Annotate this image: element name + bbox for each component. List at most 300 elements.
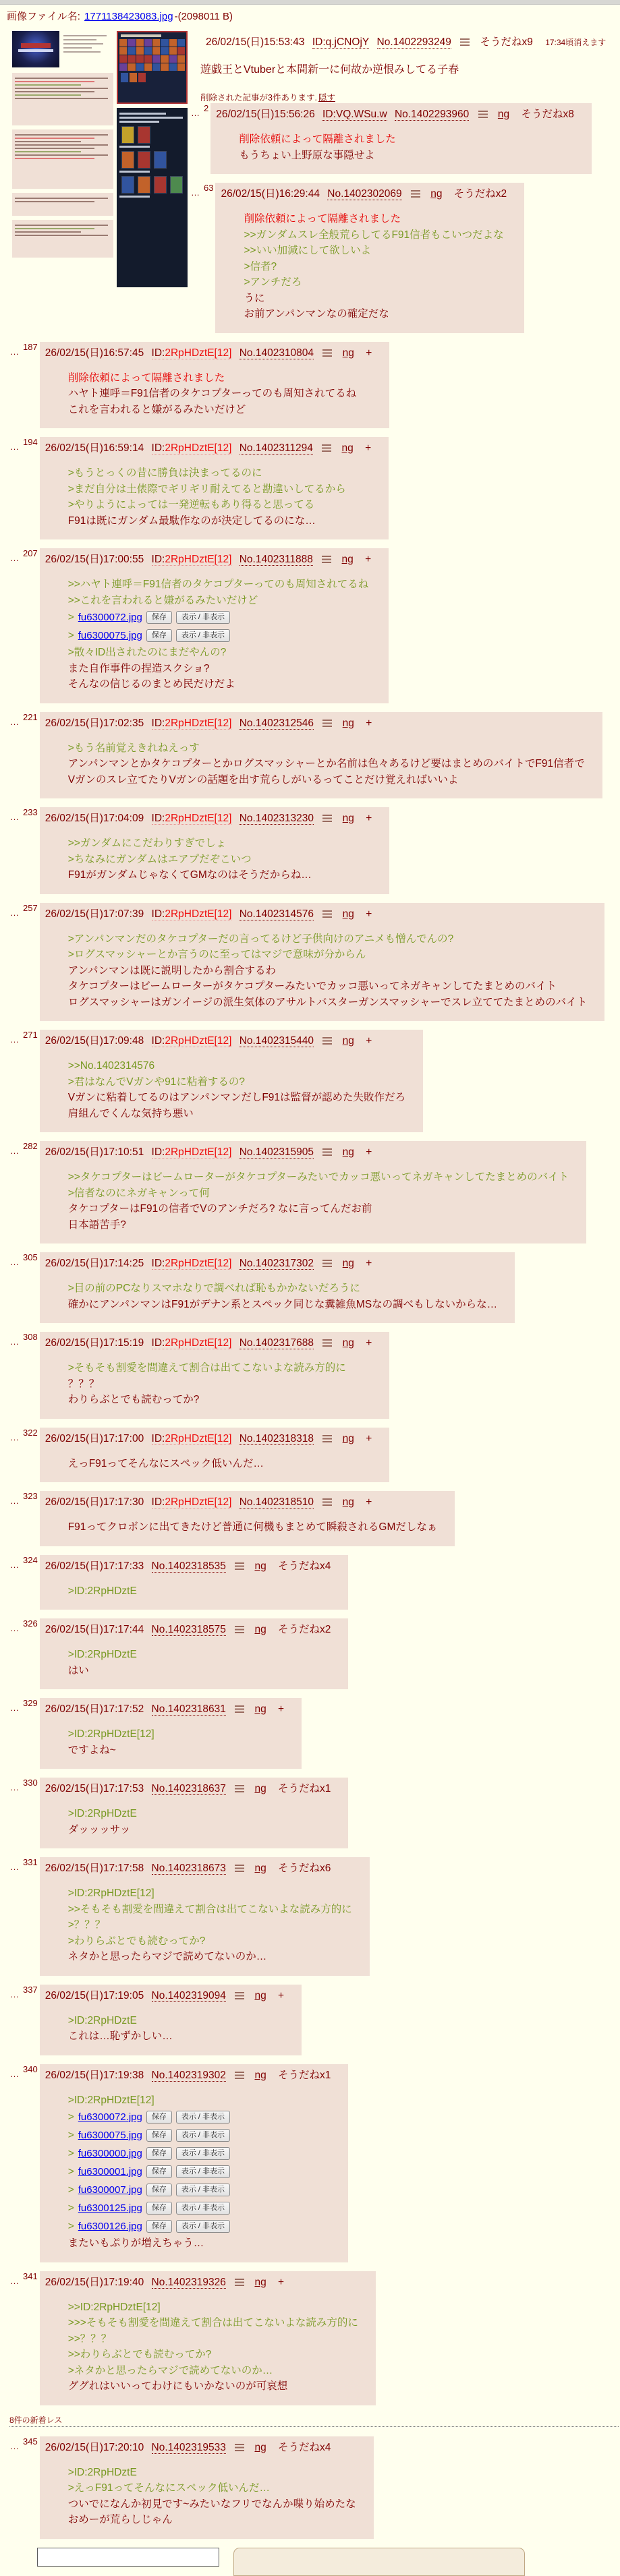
sodane-button[interactable]: + bbox=[366, 347, 372, 359]
reply-number[interactable]: No.1402318673 bbox=[151, 1863, 226, 1874]
reply-body bbox=[68, 1281, 497, 1312]
post-menu-icon[interactable] bbox=[322, 556, 331, 563]
reply-date: 26/02/15(日)16:57:45 bbox=[45, 347, 144, 359]
file-attachment-row bbox=[68, 626, 371, 645]
post-menu-icon[interactable] bbox=[235, 1865, 244, 1872]
reply-id[interactable]: ID:2RpHDztE[12] bbox=[151, 1258, 232, 1269]
reply-id[interactable]: ID:2RpHDztE[12] bbox=[151, 347, 232, 359]
op-text: 遊戯王とVtuberと本間新一に何故か逆恨みしてる子春 bbox=[200, 64, 459, 76]
hide-deleted-link[interactable]: 隠す bbox=[318, 93, 335, 103]
file-size: -(2098011 B) bbox=[174, 11, 233, 22]
reply-index: 308 bbox=[23, 1332, 38, 1342]
reply-date: 26/02/15(日)17:19:38 bbox=[45, 2069, 144, 2081]
post-menu-icon[interactable] bbox=[411, 190, 420, 198]
text-line: F91がガンダムじゃなくてGMなのはそうだからね… bbox=[67, 869, 312, 881]
reply-body bbox=[68, 1647, 331, 1678]
post-menu-icon[interactable] bbox=[235, 2279, 244, 2286]
show-hide-button[interactable]: 表示 / 非表示 bbox=[176, 2202, 230, 2215]
quote-line: >もうとっくの昔に勝負は決まってるのに bbox=[67, 467, 262, 479]
reply-date: 26/02/15(日)16:29:44 bbox=[221, 188, 320, 200]
reply-date: 26/02/15(日)17:15:19 bbox=[45, 1337, 144, 1349]
reply-id[interactable]: ID:2RpHDztE[12] bbox=[151, 442, 232, 454]
post-menu-icon[interactable] bbox=[235, 1626, 244, 1633]
sodane-button[interactable]: + bbox=[366, 908, 372, 920]
collapse-toggle[interactable]: … bbox=[10, 1337, 20, 1347]
reply-number[interactable]: No.1402319302 bbox=[151, 2069, 226, 2081]
collapse-toggle[interactable]: … bbox=[191, 108, 200, 118]
reply-body bbox=[68, 2300, 358, 2395]
ng-link[interactable]: ng bbox=[254, 1989, 266, 2001]
reply-index: 63 bbox=[204, 183, 214, 193]
save-button[interactable]: 保存 bbox=[146, 2147, 172, 2160]
post-menu-icon[interactable] bbox=[235, 1992, 244, 1999]
reply-date: 26/02/15(日)17:19:05 bbox=[45, 1989, 144, 2001]
collapse-toggle[interactable]: … bbox=[10, 1146, 20, 1156]
post-menu-icon[interactable] bbox=[322, 720, 332, 727]
reply-index: 282 bbox=[23, 1141, 38, 1151]
collapse-toggle[interactable]: … bbox=[10, 553, 20, 563]
reply-body bbox=[68, 836, 372, 883]
reply-date: 26/02/15(日)17:10:51 bbox=[45, 1146, 144, 1158]
text-line: F91ってクロボンに出てきたけど普通に何機もまとめて瞬殺されるGMだしなぁ bbox=[67, 1521, 438, 1533]
op-date: 26/02/15(日)15:53:43 bbox=[206, 36, 305, 48]
post-menu-icon[interactable] bbox=[235, 2072, 244, 2079]
quote-line: >>ガンダムスレ全般荒らしてるF91信者もこいつだよな bbox=[244, 229, 504, 241]
reply-bubble bbox=[40, 1332, 390, 1419]
reply-bubble bbox=[40, 1252, 515, 1323]
post-menu-icon[interactable] bbox=[322, 815, 332, 822]
collapse-toggle[interactable]: … bbox=[10, 1989, 20, 1999]
text-line: アンパンマンとかタケコプターとかログスマッシャーとか名前は色々あるけど要はまとめのバイトでF91信者で bbox=[67, 758, 585, 769]
sodane-button[interactable]: そうだねx4 bbox=[278, 2441, 331, 2453]
reply-post bbox=[10, 2436, 620, 2539]
post-menu-icon[interactable] bbox=[322, 444, 331, 452]
reply-bubble bbox=[40, 2436, 374, 2539]
text-line: ログスマッシャーはガンイージの派生気体のアサルトバスターガンスマッシャーでスレ立ててたまとめのバイト bbox=[67, 996, 588, 1008]
op-sodane-button[interactable]: そうだねx9 bbox=[480, 36, 533, 48]
reply-number[interactable]: No.1402313230 bbox=[239, 813, 314, 824]
reply-bubble bbox=[40, 342, 390, 429]
collapse-toggle[interactable]: … bbox=[10, 1703, 20, 1713]
show-hide-button[interactable]: 表示 / 非表示 bbox=[176, 2184, 230, 2196]
quote-line: >>>そもそも割愛を間違えて割合は出てこないよな読み方的に bbox=[67, 2317, 358, 2329]
reply-header bbox=[45, 1432, 372, 1446]
text-line: 肩組んでくんな気持ち悪い bbox=[67, 1107, 194, 1119]
reply-post bbox=[10, 1618, 620, 1689]
save-button[interactable]: 保存 bbox=[146, 2202, 172, 2215]
post-menu-icon[interactable] bbox=[460, 38, 470, 46]
reply-id[interactable]: ID:VQ.WSu.w bbox=[322, 109, 387, 120]
file-link[interactable]: fu6300072.jpg bbox=[78, 611, 142, 623]
card-album-panel bbox=[117, 31, 188, 104]
reply-id[interactable]: ID:2RpHDztE[12] bbox=[151, 813, 232, 824]
reply-id[interactable]: ID:2RpHDztE[12] bbox=[151, 1035, 232, 1047]
file-name-link[interactable]: 1771138423083.jpg bbox=[84, 11, 173, 22]
reply-date: 26/02/15(日)17:09:48 bbox=[45, 1035, 144, 1047]
reply-date: 26/02/15(日)17:17:33 bbox=[45, 1560, 144, 1572]
show-hide-button[interactable]: 表示 / 非表示 bbox=[176, 629, 230, 642]
collapse-toggle[interactable]: … bbox=[10, 346, 20, 357]
collapse-toggle[interactable]: … bbox=[10, 907, 20, 918]
collapse-toggle[interactable]: … bbox=[10, 1559, 20, 1570]
ng-link[interactable]: ng bbox=[342, 1496, 354, 1508]
ng-link[interactable]: ng bbox=[342, 908, 354, 920]
sodane-button[interactable]: そうだねx4 bbox=[278, 1560, 331, 1572]
collapse-toggle[interactable]: … bbox=[10, 1432, 20, 1442]
quote-line: >ちなみにガンダムはエアプだぞこいつ bbox=[67, 853, 252, 865]
collapse-toggle[interactable]: … bbox=[10, 2440, 20, 2451]
file-link[interactable]: fu6300007.jpg bbox=[78, 2184, 142, 2196]
sodane-button[interactable]: + bbox=[278, 1989, 285, 2001]
reply-number[interactable]: No.1402311294 bbox=[239, 442, 313, 454]
text-line: Vガンに粘着してるのはアンパンマンだしF91は監督が認めた失敗作だろ bbox=[67, 1092, 406, 1103]
reply-id[interactable]: ID:2RpHDztE[12] bbox=[151, 1496, 232, 1508]
save-button[interactable]: 保存 bbox=[146, 2129, 172, 2142]
collapse-toggle[interactable]: … bbox=[10, 812, 20, 822]
text-line: これは…恥ずかしい… bbox=[67, 2030, 173, 2042]
reply-index: 233 bbox=[23, 807, 38, 817]
quote-mark: > bbox=[67, 611, 74, 623]
collapse-toggle[interactable]: … bbox=[10, 1623, 20, 1633]
reply-post bbox=[10, 2271, 620, 2405]
op-thumbnail-image[interactable] bbox=[12, 31, 188, 286]
ng-link[interactable]: ng bbox=[341, 442, 354, 454]
sodane-button[interactable]: + bbox=[366, 1258, 372, 1269]
reply-bubble bbox=[40, 2271, 376, 2405]
sodane-button[interactable]: + bbox=[366, 1496, 372, 1508]
reply-body bbox=[239, 131, 574, 163]
reply-body bbox=[68, 1519, 438, 1535]
reply-bubble bbox=[40, 2064, 349, 2262]
reply-bubble bbox=[40, 1778, 349, 1848]
reply-id[interactable]: ID:2RpHDztE[12] bbox=[151, 1337, 232, 1349]
reply-index: 257 bbox=[23, 902, 38, 913]
reply-number[interactable]: No.1402319533 bbox=[151, 2441, 226, 2453]
reply-number[interactable]: No.1402318510 bbox=[239, 1496, 314, 1508]
post-menu-icon[interactable] bbox=[322, 910, 332, 918]
post-menu-icon[interactable] bbox=[322, 1148, 332, 1156]
post-menu-icon[interactable] bbox=[235, 2444, 244, 2451]
reply-date: 26/02/15(日)17:17:30 bbox=[45, 1496, 144, 1508]
text-line: タケコプターはビームローターがタケコプターみたいでカッコ悪いってネガキャンしてたまとめのバイト bbox=[67, 980, 557, 992]
show-hide-button[interactable]: 表示 / 非表示 bbox=[176, 2111, 230, 2124]
sodane-button[interactable]: + bbox=[366, 1035, 372, 1047]
quote-mark: > bbox=[67, 2202, 74, 2214]
text-line: おめーが荒らしじゃん bbox=[67, 2514, 173, 2525]
reply-body bbox=[68, 1360, 372, 1408]
quote-mark: > bbox=[67, 2147, 74, 2159]
post-menu-icon[interactable] bbox=[478, 111, 488, 118]
sodane-button[interactable]: そうだねx1 bbox=[278, 1783, 331, 1794]
reply-bubble bbox=[215, 183, 524, 333]
reply-id[interactable]: ID:2RpHDztE[12] bbox=[151, 908, 232, 920]
reply-number[interactable]: No.1402310804 bbox=[239, 347, 314, 359]
new-replies-divider: 8件の新着レス bbox=[9, 2414, 619, 2427]
reply-header bbox=[45, 1989, 284, 2003]
reply-date: 26/02/15(日)17:07:39 bbox=[45, 908, 144, 920]
ng-link[interactable]: ng bbox=[342, 347, 354, 359]
reply-number[interactable]: No.1402317302 bbox=[239, 1258, 314, 1269]
reply-number[interactable]: No.1402302069 bbox=[327, 188, 402, 200]
post-menu-icon[interactable] bbox=[322, 1339, 332, 1347]
show-hide-button[interactable]: 表示 / 非表示 bbox=[176, 2220, 230, 2233]
text-line: ダッッッサッ bbox=[67, 1823, 131, 1836]
reply-id[interactable]: ID:2RpHDztE[12] bbox=[151, 1146, 232, 1158]
post-menu-icon[interactable] bbox=[235, 1785, 244, 1792]
sodane-button[interactable]: + bbox=[366, 1432, 372, 1444]
reply-number[interactable]: No.1402318318 bbox=[239, 1432, 314, 1444]
show-hide-button[interactable]: 表示 / 非表示 bbox=[176, 2129, 230, 2142]
reply-post bbox=[10, 1491, 620, 1546]
quote-line: >目の前のPCなりスマホなりで調べれば恥もかかないだろうに bbox=[67, 1283, 360, 1294]
sodane-button[interactable]: そうだねx1 bbox=[278, 2069, 331, 2081]
reply-date: 26/02/15(日)15:56:26 bbox=[216, 109, 315, 120]
file-attachment-row bbox=[68, 2199, 331, 2217]
file-attachment-row bbox=[68, 2181, 331, 2199]
ng-link[interactable]: ng bbox=[342, 1258, 354, 1269]
reply-number[interactable]: No.1402318637 bbox=[151, 1783, 226, 1794]
file-link[interactable]: fu6300125.jpg bbox=[78, 2202, 142, 2214]
text-line: えっF91ってそんなにスペック低いんだ… bbox=[67, 1457, 264, 1469]
sodane-button[interactable]: + bbox=[366, 1337, 372, 1349]
collapse-toggle[interactable]: … bbox=[10, 1257, 20, 1267]
reply-header bbox=[45, 1559, 331, 1573]
quote-line: >>ガンダムにこだわりすぎでしょ bbox=[67, 838, 227, 849]
collapse-toggle[interactable]: … bbox=[10, 1782, 20, 1792]
post-menu-icon[interactable] bbox=[235, 1562, 244, 1570]
reply-name-input[interactable] bbox=[37, 2548, 219, 2567]
quote-mark: > bbox=[67, 2184, 74, 2196]
reply-number[interactable]: No.1402312546 bbox=[239, 717, 314, 729]
quote-line: >もう名前覚えきれねえっす bbox=[67, 742, 200, 754]
ng-link[interactable]: ng bbox=[342, 1146, 354, 1158]
reply-number[interactable]: No.1402319094 bbox=[151, 1989, 226, 2001]
reply-post bbox=[10, 1428, 620, 1483]
quote-line: >アンパンマンだのタケコプターだの言ってるけど子供向けのアニメも憎んでんの? bbox=[67, 933, 454, 945]
reply-body bbox=[68, 1169, 569, 1233]
reply-header bbox=[45, 716, 585, 730]
ng-link[interactable]: ng bbox=[342, 1337, 354, 1349]
quote-line: >信者なのにネガキャンって何 bbox=[67, 1187, 210, 1199]
reply-body bbox=[68, 1583, 331, 1600]
reply-id[interactable]: ID:2RpHDztE[12] bbox=[151, 1432, 232, 1444]
reply-bubble bbox=[40, 1857, 370, 1976]
post-menu-icon[interactable] bbox=[235, 1705, 244, 1713]
reply-post bbox=[191, 183, 620, 333]
save-button[interactable]: 保存 bbox=[146, 2165, 172, 2178]
ng-link[interactable]: ng bbox=[342, 1035, 354, 1047]
ng-link[interactable]: ng bbox=[254, 1703, 266, 1715]
show-hide-button[interactable]: 表示 / 非表示 bbox=[176, 611, 230, 624]
sodane-button[interactable]: + bbox=[365, 554, 372, 565]
text-line: ググれはいいってわけにもいかないのが可哀想 bbox=[67, 2380, 288, 2392]
reply-date: 26/02/15(日)17:19:40 bbox=[45, 2276, 144, 2288]
reply-index: 194 bbox=[23, 437, 38, 447]
reply-index: 331 bbox=[23, 1857, 38, 1867]
post-menu-icon[interactable] bbox=[322, 349, 332, 357]
reply-number[interactable]: No.1402311888 bbox=[239, 554, 313, 565]
reply-body bbox=[68, 1058, 405, 1121]
reply-index: 324 bbox=[23, 1554, 38, 1565]
show-hide-button[interactable]: 表示 / 非表示 bbox=[176, 2165, 230, 2178]
file-link[interactable]: fu6300072.jpg bbox=[78, 2111, 142, 2123]
post-menu-icon[interactable] bbox=[322, 1037, 332, 1045]
quote-line: >>ID:2RpHDztE[12] bbox=[67, 2301, 161, 2313]
text-line: ネタかと思ったらマジで読めてないのか… bbox=[67, 1951, 267, 1962]
reply-date: 26/02/15(日)17:17:53 bbox=[45, 1783, 144, 1794]
ng-link[interactable]: ng bbox=[254, 2069, 266, 2081]
ng-link[interactable]: ng bbox=[254, 2276, 266, 2288]
reply-index: 2 bbox=[204, 103, 209, 113]
replies-main bbox=[0, 342, 620, 2539]
save-button[interactable]: 保存 bbox=[146, 611, 172, 624]
sodane-button[interactable]: そうだねx2 bbox=[453, 188, 507, 200]
collapse-toggle[interactable]: … bbox=[10, 1496, 20, 1506]
reply-date: 26/02/15(日)17:17:00 bbox=[45, 1432, 144, 1444]
file-attachment-row bbox=[68, 2108, 331, 2126]
reply-number[interactable]: No.1402315440 bbox=[239, 1035, 314, 1047]
sodane-button[interactable]: そうだねx6 bbox=[278, 1863, 331, 1874]
show-hide-button[interactable]: 表示 / 非表示 bbox=[176, 2147, 230, 2160]
reply-post bbox=[10, 1141, 620, 1243]
ng-link[interactable]: ng bbox=[254, 1863, 266, 1874]
reply-id[interactable]: ID:2RpHDztE[12] bbox=[151, 554, 232, 565]
collapse-toggle[interactable]: … bbox=[10, 442, 20, 452]
file-link[interactable]: fu6300001.jpg bbox=[78, 2165, 142, 2177]
reply-header bbox=[45, 441, 371, 455]
reply-bubble bbox=[40, 1428, 390, 1483]
reply-date: 26/02/15(日)17:17:44 bbox=[45, 1624, 144, 1635]
reply-post bbox=[191, 103, 620, 174]
reply-number[interactable]: No.1402314576 bbox=[239, 908, 314, 920]
reply-number[interactable]: No.1402319326 bbox=[151, 2276, 226, 2288]
reply-number[interactable]: No.1402318535 bbox=[151, 1560, 226, 1572]
quote-line: >ID:2RpHDztE bbox=[67, 1649, 137, 1660]
ng-link[interactable]: ng bbox=[430, 188, 443, 200]
reply-number[interactable]: No.1402293960 bbox=[394, 109, 470, 120]
file-attachment-row bbox=[68, 2163, 331, 2181]
quote-mark: > bbox=[67, 629, 74, 641]
reply-number[interactable]: No.1402317688 bbox=[239, 1337, 314, 1349]
quote-line: >ネタかと思ったらマジで読めてないのか… bbox=[67, 2364, 273, 2376]
reply-bubble bbox=[40, 712, 602, 799]
collapse-toggle[interactable]: … bbox=[10, 716, 20, 727]
post-menu-icon[interactable] bbox=[322, 1260, 332, 1267]
reply-post bbox=[10, 1030, 620, 1132]
reply-header bbox=[45, 2068, 331, 2082]
deleted-notice-line: 削除依頼によって隔離されました bbox=[67, 372, 225, 384]
quote-line: >>ハヤト連呼＝F91信者のタケコプターってのも周知されてるね bbox=[67, 579, 369, 590]
collapse-toggle[interactable]: … bbox=[10, 2068, 20, 2079]
collapse-toggle[interactable]: … bbox=[10, 1034, 20, 1045]
ng-link[interactable]: ng bbox=[342, 1432, 354, 1444]
ng-link[interactable]: ng bbox=[254, 2441, 266, 2453]
reply-header bbox=[216, 107, 574, 121]
post-menu-icon[interactable] bbox=[322, 1498, 332, 1506]
sodane-button[interactable]: + bbox=[278, 1703, 285, 1715]
reply-header bbox=[45, 2440, 356, 2455]
ng-link[interactable]: ng bbox=[254, 1624, 266, 1635]
file-link[interactable]: fu6300075.jpg bbox=[78, 629, 142, 641]
sodane-button[interactable]: + bbox=[365, 442, 372, 454]
reply-comment-box[interactable] bbox=[233, 2548, 525, 2576]
ng-link[interactable]: ng bbox=[342, 717, 354, 729]
collapse-toggle[interactable]: … bbox=[191, 187, 200, 198]
reply-header bbox=[45, 1256, 497, 1270]
reply-post bbox=[10, 1778, 620, 1848]
file-link[interactable]: fu6300075.jpg bbox=[78, 2129, 142, 2141]
sodane-button[interactable]: そうだねx2 bbox=[278, 1624, 331, 1635]
text-line: 確かにアンパンマンはF91がデナン系とスペック同じな糞雑魚MSなの調べもしないからな… bbox=[67, 1298, 498, 1310]
reply-number[interactable]: No.1402315905 bbox=[239, 1146, 314, 1158]
reply-post bbox=[10, 1252, 620, 1323]
sodane-button[interactable]: + bbox=[366, 813, 372, 824]
save-button[interactable]: 保存 bbox=[146, 2184, 172, 2196]
ng-link[interactable]: ng bbox=[341, 554, 354, 565]
reply-body bbox=[68, 577, 371, 693]
op-expire-note: 17:34頃消えます bbox=[545, 38, 607, 47]
sodane-button[interactable]: + bbox=[366, 717, 372, 729]
text-line: タケコプターはF91の信者でVのアンチだろ? なに言ってんだお前 bbox=[67, 1203, 372, 1214]
reply-number[interactable]: No.1402318575 bbox=[151, 1624, 226, 1635]
save-button[interactable]: 保存 bbox=[146, 2220, 172, 2233]
reply-date: 26/02/15(日)17:17:58 bbox=[45, 1863, 144, 1874]
sodane-button[interactable]: そうだねx8 bbox=[521, 109, 574, 120]
ng-link[interactable]: ng bbox=[497, 109, 510, 120]
quote-line: >やりようによっては一発逆転もあり得ると思ってる bbox=[67, 499, 315, 510]
ng-link[interactable]: ng bbox=[342, 813, 354, 824]
save-button[interactable]: 保存 bbox=[146, 629, 172, 642]
reply-post bbox=[10, 1332, 620, 1419]
quote-line: >ID:2RpHDztE bbox=[67, 2466, 137, 2478]
collapse-toggle[interactable]: … bbox=[10, 1862, 20, 1872]
text-line: ついでになんか初見です~みたいなフリでなんか喋り始めたな bbox=[67, 2498, 356, 2510]
reply-bubble bbox=[40, 548, 389, 703]
reply-index: 305 bbox=[23, 1252, 38, 1262]
reply-number[interactable]: No.1402318631 bbox=[151, 1703, 226, 1715]
post-menu-icon[interactable] bbox=[322, 1435, 332, 1442]
reply-header bbox=[45, 1145, 569, 1159]
quote-line: >まだ自分は土俵際でギリギリ耐えてると勘違いしてるから bbox=[67, 483, 346, 495]
reply-body bbox=[68, 1806, 331, 1838]
quote-line: >>わりらぶとでも読むってか? bbox=[67, 2349, 212, 2360]
quote-line: >>そもそも割愛を間違えて割合は出てこないよな読み方的に bbox=[67, 1903, 352, 1915]
file-link[interactable]: fu6300126.jpg bbox=[78, 2220, 142, 2232]
collage-right-column bbox=[117, 31, 188, 287]
reply-bubble bbox=[40, 1618, 349, 1689]
reply-id[interactable]: ID:2RpHDztE[12] bbox=[151, 717, 232, 729]
quote-line: >ID:2RpHDztE[12] bbox=[67, 1887, 154, 1899]
sodane-button[interactable]: + bbox=[366, 1146, 372, 1158]
reply-bubble bbox=[40, 1491, 455, 1546]
sodane-button[interactable]: + bbox=[278, 2276, 285, 2288]
reply-body bbox=[68, 1456, 372, 1472]
deleted-notice-line: 削除依頼によって隔離されました bbox=[244, 213, 401, 225]
reply-form bbox=[37, 2548, 620, 2576]
reply-bubble bbox=[40, 807, 390, 894]
collapse-toggle[interactable]: … bbox=[10, 2275, 20, 2286]
text-line: はい bbox=[67, 1664, 89, 1676]
ng-link[interactable]: ng bbox=[254, 1560, 266, 1572]
ng-link[interactable]: ng bbox=[254, 1783, 266, 1794]
save-button[interactable]: 保存 bbox=[146, 2111, 172, 2124]
op-id[interactable]: ID:q.jCNOjY bbox=[312, 36, 370, 48]
reply-bubble bbox=[40, 903, 604, 1022]
op-number[interactable]: No.1402293249 bbox=[376, 36, 451, 48]
quote-line: >そもそも割愛を間違えて割合は出てこないよな読み方的に bbox=[67, 1362, 346, 1374]
text-line: ？？？ bbox=[67, 1378, 100, 1390]
file-link[interactable]: fu6300000.jpg bbox=[78, 2147, 142, 2159]
